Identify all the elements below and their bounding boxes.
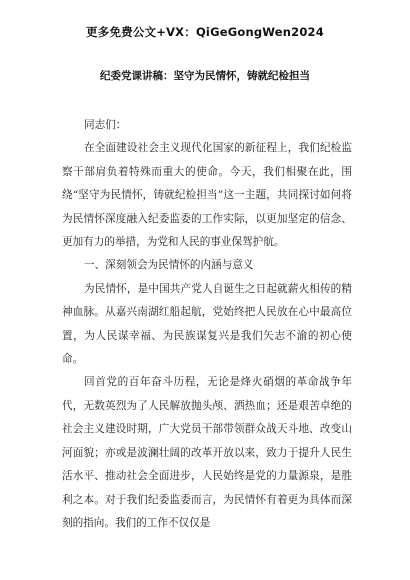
paragraph: 为民情怀，是中国共产党人自诞生之日起就薪火相传的精神血脉。从嘉兴南湖红船起航，党始终把人民放在心中最高位置，为人民谋幸福、为民族谋复兴是我们矢志不渝的初心使命。 [62, 282, 352, 366]
section-heading: 一、深刻领会为民情怀的内涵与意义 [84, 259, 254, 272]
document-body [62, 114, 352, 535]
paragraph: 在全面建设社会主义现代化国家的新征程上，我们纪检监察干部肩负着特殊而重大的使命。今天，我们相聚在此，围绕“坚守为民情怀，铸就纪检担当”这一主题，共同探讨如何将为民情怀深度融入纪委监委的工作实际，以更加坚定的信念、更加有力的举措，为党和人民的事业保驾护航。 [62, 142, 352, 249]
promo-banner: 更多免费公文+VX：QiGeGongWen2024 [86, 25, 324, 39]
salutation: 同志们： [84, 119, 127, 131]
paragraph: 回首党的百年奋斗历程，无论是烽火硝烟的革命战争年代，无数英烈为了人民解放抛头颅、洒热血；还是艰苦卓绝的社会主义建设时期，广大党员干部带领群众战天斗地、改变山河面貌；亦或是波澜壮阔的改革开放以来，致力于提升人民生活水平、推动社会全面进步，人民始终是党的力量源泉，是胜利之本。对于我们纪委监委而言，为民情怀有着更为具体而深刻的指向。我们的工作不仅仅是 [62, 376, 352, 529]
document-title: 纪委党课讲稿：坚守为民情怀，铸就纪检担当 [100, 70, 310, 82]
